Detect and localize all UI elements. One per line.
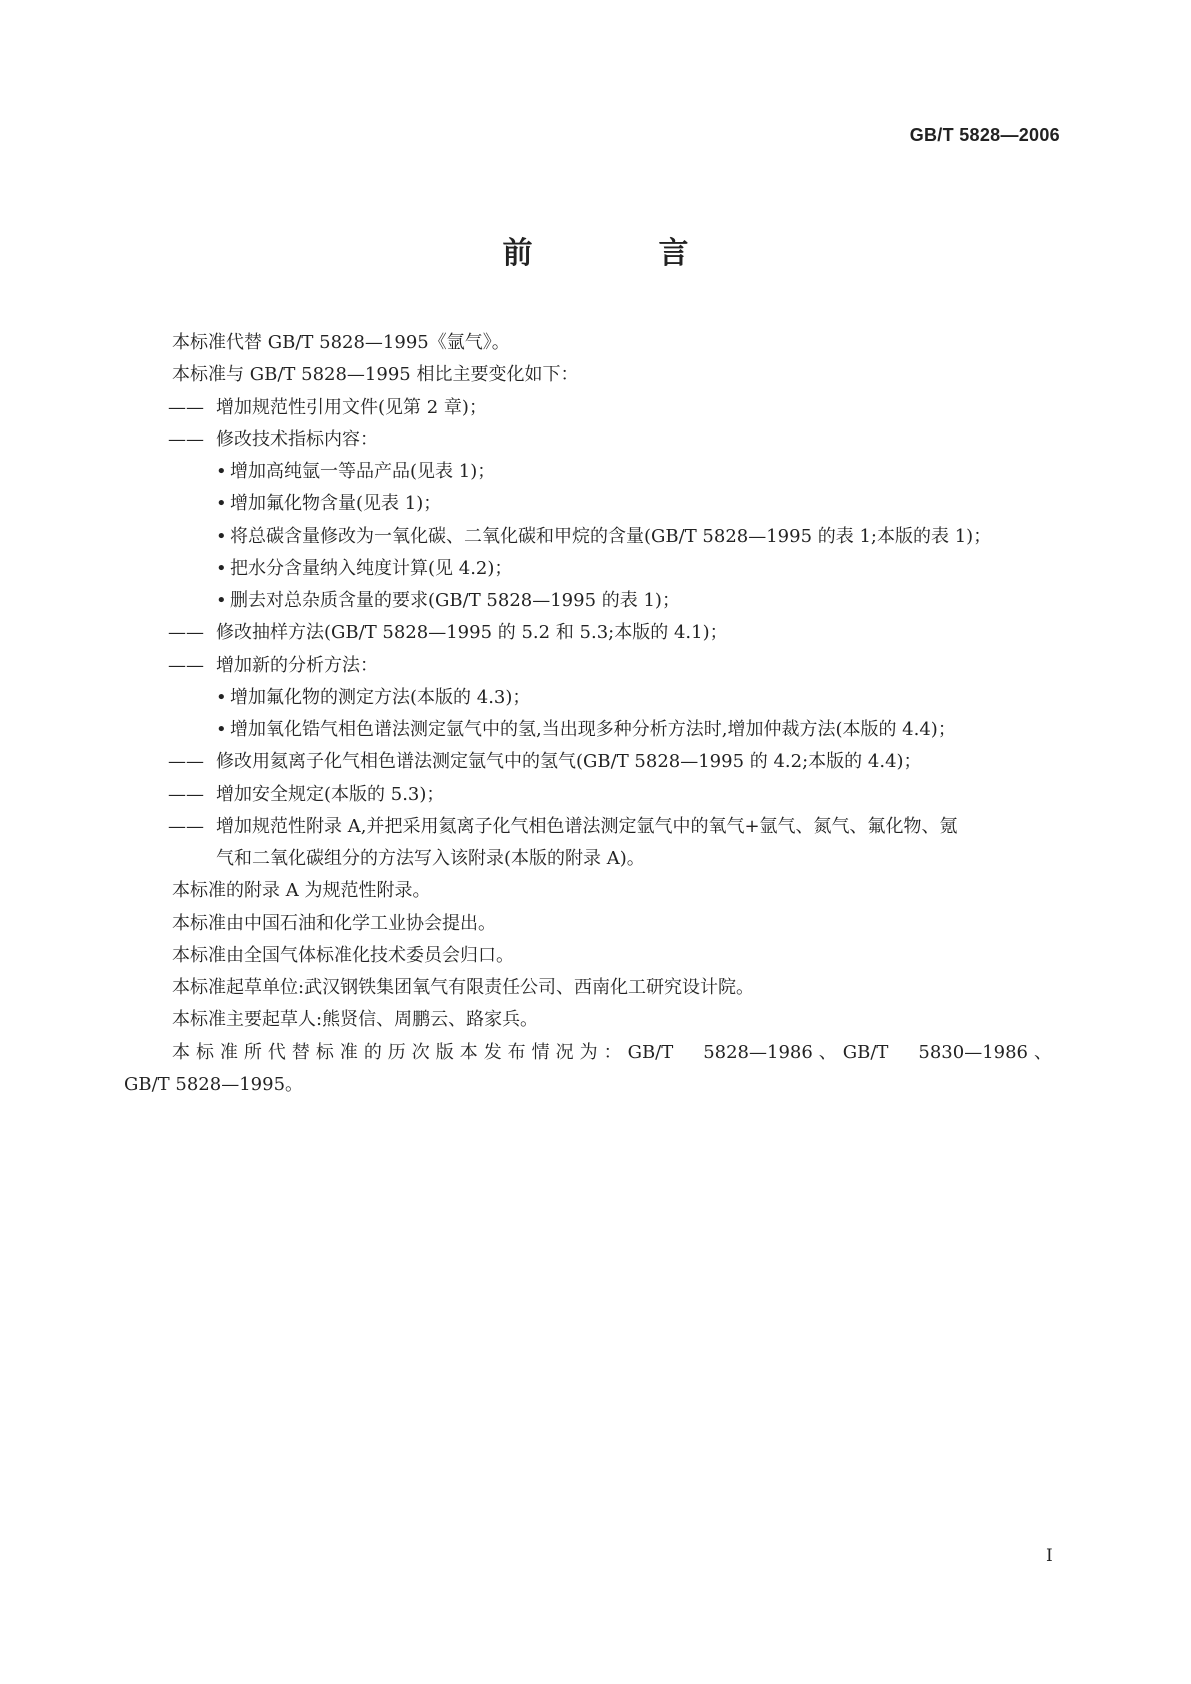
dash-marker: —— [168, 622, 204, 644]
bullet-list-item [172, 488, 1052, 520]
bullet-item-text: 增加高纯氩一等品产品(见表 1)； [230, 461, 496, 482]
page-number: I [1046, 1546, 1053, 1566]
paragraph-line: 本标准主要起草人:熊贤信、周鹏云、路家兵。 [172, 1009, 539, 1031]
bullet-item-text: 增加氧化锆气相色谱法测定氩气中的氢,当出现多种分析方法时,增加仲裁方法(本版的 4.4)； [230, 719, 956, 740]
dash-list-item [168, 650, 1052, 682]
bullet-marker: • [216, 493, 227, 515]
paragraph-line: 本标准由全国气体标准化技术委员会归口。 [172, 944, 514, 966]
bullet-item-text: 删去对总杂质含量的要求(GB/T 5828—1995 的表 1)； [230, 590, 680, 611]
dash-marker: —— [168, 783, 204, 805]
dash-item-continuation: 气和二氧化碳组分的方法写入该附录(本版的附录 A)。 [216, 848, 645, 869]
dash-item-text: 修改抽样方法(GB/T 5828—1995 的 5.2 和 5.3;本版的 4.1)； [216, 622, 728, 644]
dash-item-text: 增加安全规定(本版的 5.3)； [216, 783, 445, 805]
bullet-list-item [172, 682, 1052, 714]
bullet-marker: • [216, 525, 227, 547]
paragraph-line: 本标准与 GB/T 5828—1995 相比主要变化如下： [172, 364, 579, 386]
dash-list-item [168, 779, 1052, 811]
page-title: 前 言 [502, 236, 737, 271]
bullet-list-item [172, 714, 1052, 746]
bullet-item-text: 将总碳含量修改为一氧化碳、二氧化碳和甲烷的含量(GB/T 5828—1995 的表 1;本版的表 1)； [230, 525, 992, 547]
dash-list-item [168, 424, 1052, 456]
dash-item-text: 增加规范性附录 A,并把采用氦离子化气相色谱法测定氩气中的氧气+氩气、氮气、氟化物、氪 [216, 815, 958, 837]
dash-item-text: 修改技术指标内容： [216, 428, 378, 450]
bullet-item-text: 增加氟化物含量(见表 1)； [230, 493, 442, 515]
paragraph-line: 本标准所代替标准的历次版本发布情况为：GB/T 5828—1986、GB/T 5830—1986、 [172, 1041, 1052, 1063]
bullet-marker: • [216, 590, 227, 611]
dash-marker: —— [168, 428, 204, 450]
paragraph-line: 本标准代替 GB/T 5828—1995《氩气》。 [172, 332, 510, 353]
dash-item-text: 增加规范性引用文件(见第 2 章)； [216, 396, 487, 418]
bullet-item-text: 增加氟化物的测定方法(本版的 4.3)； [230, 686, 531, 708]
standard-code: GB/T 5828—2006 [909, 125, 1060, 145]
bullet-marker: • [216, 719, 227, 740]
paragraph-line: 本标准起草单位:武汉钢铁集团氧气有限责任公司、西南化工研究设计院。 [172, 977, 755, 998]
bullet-list-item [172, 553, 1052, 585]
dash-marker: —— [168, 396, 204, 418]
dash-marker: —— [168, 815, 204, 837]
dash-item-text: 修改用氦离子化气相色谱法测定氩气中的氢气(GB/T 5828—1995 的 4.2;本版的 4.4)； [216, 751, 922, 773]
bullet-list-item [172, 521, 1052, 553]
dash-item-text: 增加新的分析方法： [216, 654, 378, 676]
paragraph-continuation: GB/T 5828—1995。 [124, 1073, 304, 1095]
dash-marker: —— [168, 751, 204, 773]
paragraph-line: 本标准的附录 A 为规范性附录。 [172, 880, 431, 902]
foreword-body [124, 327, 1052, 1101]
bullet-marker: • [216, 686, 227, 708]
dash-list-item [168, 392, 1052, 424]
dash-marker: —— [168, 654, 204, 676]
paragraph-line: 本标准由中国石油和化学工业协会提出。 [172, 912, 496, 934]
bullet-item-text: 把水分含量纳入纯度计算(见 4.2)； [230, 557, 513, 579]
bullet-list-item [172, 585, 1052, 617]
bullet-marker: • [216, 557, 227, 579]
dash-list-item [168, 811, 1052, 843]
bullet-marker: • [216, 461, 227, 482]
dash-list-item [168, 746, 1052, 778]
bullet-list-item [172, 456, 1052, 488]
dash-list-item [168, 617, 1052, 649]
